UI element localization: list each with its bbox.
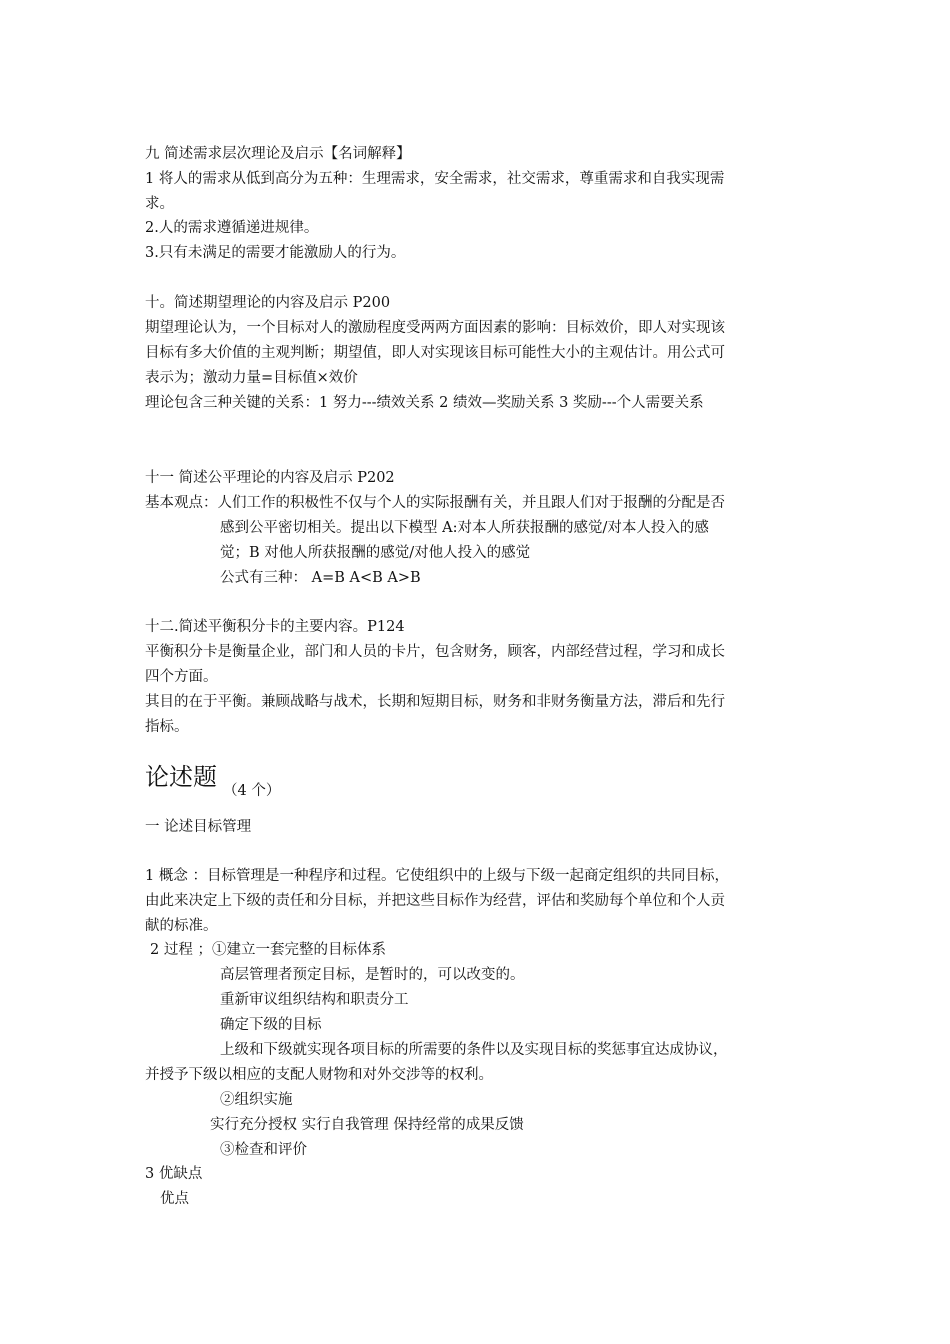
process-step: 确定下级的目标: [220, 1017, 322, 1033]
concept-paragraph: 献的标准。: [145, 918, 218, 934]
section-12-paragraph: 平衡积分卡是衡量企业，部门和人员的卡片，包含财务，顾客，内部经营过程，学习和成长: [145, 644, 725, 660]
process-step: 重新审议组织结构和职责分工: [220, 992, 409, 1008]
concept-paragraph: 由此来决定上下级的责任和分目标，并把这些目标作为经营，评估和奖励每个单位和个人贡: [145, 893, 725, 909]
pros-heading: 优点: [160, 1191, 189, 1207]
essay-heading-text: 论述题: [145, 763, 217, 791]
process-step: 高层管理者预定目标，是暂时的，可以改变的。: [220, 967, 525, 983]
section-9-paragraph: 1 将人的需求从低到高分为五种：生理需求，安全需求，社交需求，尊重需求和自我实现需: [145, 171, 725, 187]
essay-count: （4 个）: [223, 783, 281, 799]
section-12-paragraph: 指标。: [145, 719, 189, 735]
section-9-paragraph: 2.人的需求遵循递进规律。: [145, 220, 319, 236]
process-step: ③检查和评价: [220, 1142, 307, 1158]
section-9-paragraph: 3.只有未满足的需要才能激励人的行为。: [145, 245, 406, 261]
process-heading: 2 过程 ；①建立一套完整的目标体系: [150, 942, 386, 958]
section-12-paragraph: 其目的在于平衡。兼顾战略与战术，长期和短期目标，财务和非财务衡量方法，滞后和先行: [145, 694, 725, 710]
section-11-paragraph: 感到公平密切相关。提出以下模型 A:对本人所获报酬的感觉/对本人投入的感: [220, 520, 709, 536]
section-11-paragraph: 觉；B 对他人所获报酬的感觉/对他人投入的感觉: [220, 545, 531, 561]
section-10-title: 十。简述期望理论的内容及启示 P200: [145, 295, 391, 311]
concept-paragraph: 1 概念 ：目标管理是一种程序和过程。它使组织中的上级与下级一起商定组织的共同目标，: [145, 868, 729, 884]
section-11-title: 十一 简述公平理论的内容及启示 P202: [145, 470, 395, 486]
process-step: 实行充分授权 实行自我管理 保持经常的成果反馈: [210, 1117, 524, 1133]
essay-heading: [145, 760, 815, 798]
process-step: 上级和下级就实现各项目标的所需要的条件以及实现目标的奖惩事宜达成协议，: [220, 1042, 728, 1058]
essay-item-title: 一 论述目标管理: [145, 819, 252, 835]
section-11-formula: 公式有三种： A=B A<B A>B: [220, 570, 421, 586]
section-10-paragraph: 目标有多大价值的主观判断；期望值，即人对实现该目标可能性大小的主观估计。用公式可: [145, 345, 725, 361]
pros-cons-heading: 3 优缺点: [145, 1166, 203, 1182]
section-10-paragraph: 理论包含三种关键的关系：1 努力---绩效关系 2 绩效—奖励关系 3 奖励---个人需要关系: [145, 395, 704, 411]
section-11-paragraph: 基本观点：人们工作的积极性不仅与个人的实际报酬有关，并且跟人们对于报酬的分配是否: [145, 495, 725, 511]
section-9-title: 九 简述需求层次理论及启示【名词解释】: [145, 146, 411, 162]
section-12-paragraph: 四个方面。: [145, 669, 218, 685]
section-10-paragraph: 表示为；激动力量=目标值×效价: [145, 370, 358, 386]
process-step: ②组织实施: [220, 1092, 293, 1108]
section-9-paragraph: 求。: [145, 196, 174, 212]
process-step: 并授予下级以相应的支配人财物和对外交涉等的权利。: [145, 1067, 493, 1083]
section-10-paragraph: 期望理论认为，一个目标对人的激励程度受两两方面因素的影响：目标效价，即人对实现该: [145, 320, 725, 336]
section-12-title: 十二.简述平衡积分卡的主要内容。P124: [145, 619, 405, 635]
